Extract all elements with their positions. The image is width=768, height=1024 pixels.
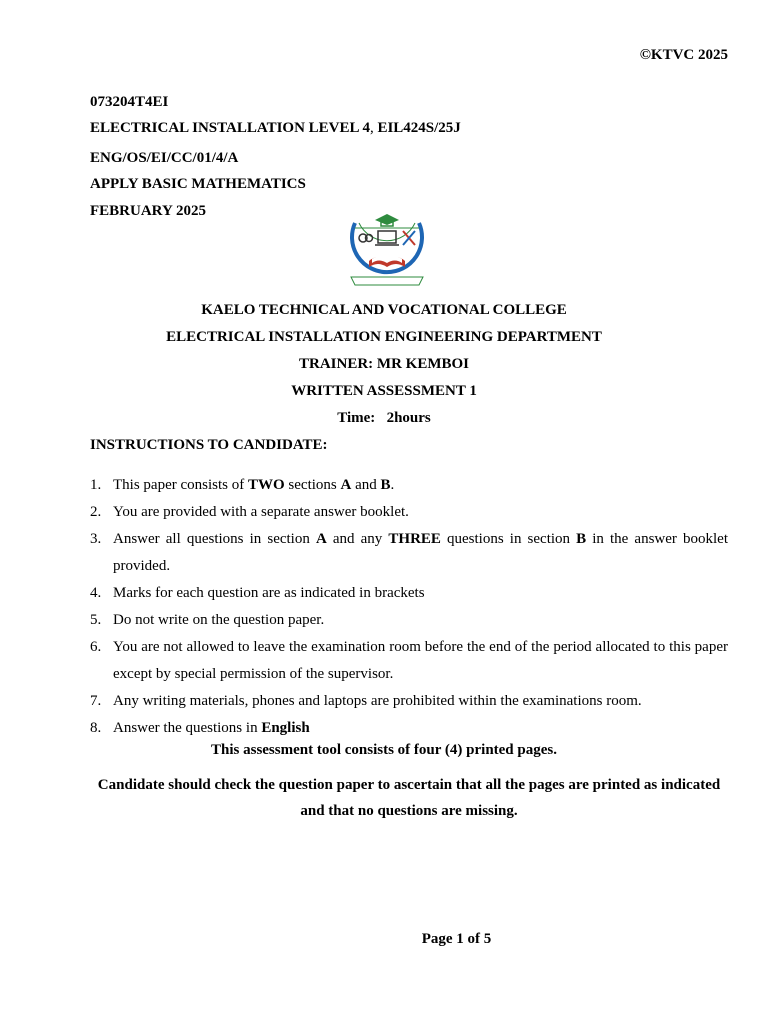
instruction-number: 1.: [90, 477, 102, 493]
exam-date: FEBRUARY 2025: [90, 203, 207, 219]
instruction-emphasis: THREE: [388, 531, 441, 547]
course-code: EIL424S/25J: [377, 120, 461, 136]
instruction-number: 3.: [90, 531, 102, 547]
time-label: Time:: [337, 410, 376, 426]
instruction-item: [90, 580, 728, 607]
instruction-fragment: You are not allowed to leave the examination room before the end of the period allocated to this paper except by special permission of the supervisor.: [113, 639, 728, 682]
instruction-fragment: Answer the questions in: [113, 720, 262, 736]
college-name: KAELO TECHNICAL AND VOCATIONAL COLLEGE: [201, 302, 567, 318]
instruction-fragment: Marks for each question are as indicated in brackets: [113, 585, 425, 601]
copyright-notice: ©KTVC 2025: [639, 47, 728, 63]
instruction-fragment: and: [351, 477, 381, 493]
instructions-heading: INSTRUCTIONS TO CANDIDATE:: [90, 437, 328, 453]
instruction-fragment: Answer all questions in section: [113, 531, 316, 547]
instruction-number: 6.: [90, 639, 102, 655]
instruction-fragment: Do not write on the question paper.: [113, 612, 325, 628]
instruction-emphasis: B: [380, 477, 391, 493]
instruction-number: 7.: [90, 693, 102, 709]
instruction-fragment: Any writing materials, phones and laptops are prohibited within the examinations room.: [113, 693, 642, 709]
instruction-fragment: in the answer booklet provided.: [113, 531, 728, 574]
instruction-text: [113, 607, 728, 634]
instructions-list: [90, 472, 728, 742]
instruction-text: [113, 526, 728, 580]
instruction-text: [113, 580, 728, 607]
instruction-text: [113, 715, 728, 742]
instruction-number: 8.: [90, 720, 102, 736]
unit-code: ENG/OS/EI/CC/01/4/A: [90, 150, 239, 166]
instruction-item: [90, 526, 728, 580]
exam-duration: [0, 410, 768, 427]
instruction-number: 4.: [90, 585, 102, 601]
instruction-fragment: questions in section: [440, 531, 577, 547]
instruction-fragment: You are provided with a separate answer booklet.: [113, 504, 409, 520]
instruction-emphasis: B: [576, 531, 587, 547]
page-number: Page 1 of 5: [421, 931, 492, 947]
instruction-emphasis: English: [261, 720, 310, 736]
instruction-emphasis: TWO: [247, 477, 285, 493]
instruction-fragment: This paper consists of: [113, 477, 248, 493]
instruction-text: [113, 472, 728, 499]
trainer-name: TRAINER: MR KEMBOI: [298, 356, 469, 372]
paper-code: 073204T4EI: [90, 94, 169, 110]
course-title: [90, 120, 461, 137]
college-crest-logo: [345, 209, 429, 291]
instruction-item: [90, 607, 728, 634]
instruction-emphasis: A: [315, 531, 327, 547]
instruction-number: 2.: [90, 504, 102, 520]
instruction-text: [113, 688, 728, 715]
pages-note: This assessment tool consists of four (4) printed pages.: [211, 742, 557, 758]
instruction-item: [90, 688, 728, 715]
course-name: ELECTRICAL INSTALLATION LEVEL 4: [90, 120, 370, 136]
instruction-item: [90, 499, 728, 526]
course-separator: ,: [369, 120, 378, 136]
instruction-text: [113, 634, 728, 688]
instruction-fragment: and any: [326, 531, 389, 547]
instruction-item: [90, 472, 728, 499]
unit-name: APPLY BASIC MATHEMATICS: [90, 176, 306, 192]
instruction-item: [90, 715, 728, 742]
check-note: Candidate should check the question paper to ascertain that all the pages are printed as indicated and that no questions are missing.: [97, 777, 721, 819]
assessment-title: WRITTEN ASSESSMENT 1: [291, 383, 477, 399]
instruction-fragment: .: [390, 477, 395, 493]
instruction-fragment: sections: [284, 477, 341, 493]
instruction-item: [90, 634, 728, 688]
instruction-text: [113, 499, 728, 526]
time-value: 2hours: [386, 410, 431, 426]
department-name: ELECTRICAL INSTALLATION ENGINEERING DEPARTMENT: [166, 329, 602, 345]
instruction-emphasis: A: [340, 477, 352, 493]
instruction-number: 5.: [90, 612, 102, 628]
